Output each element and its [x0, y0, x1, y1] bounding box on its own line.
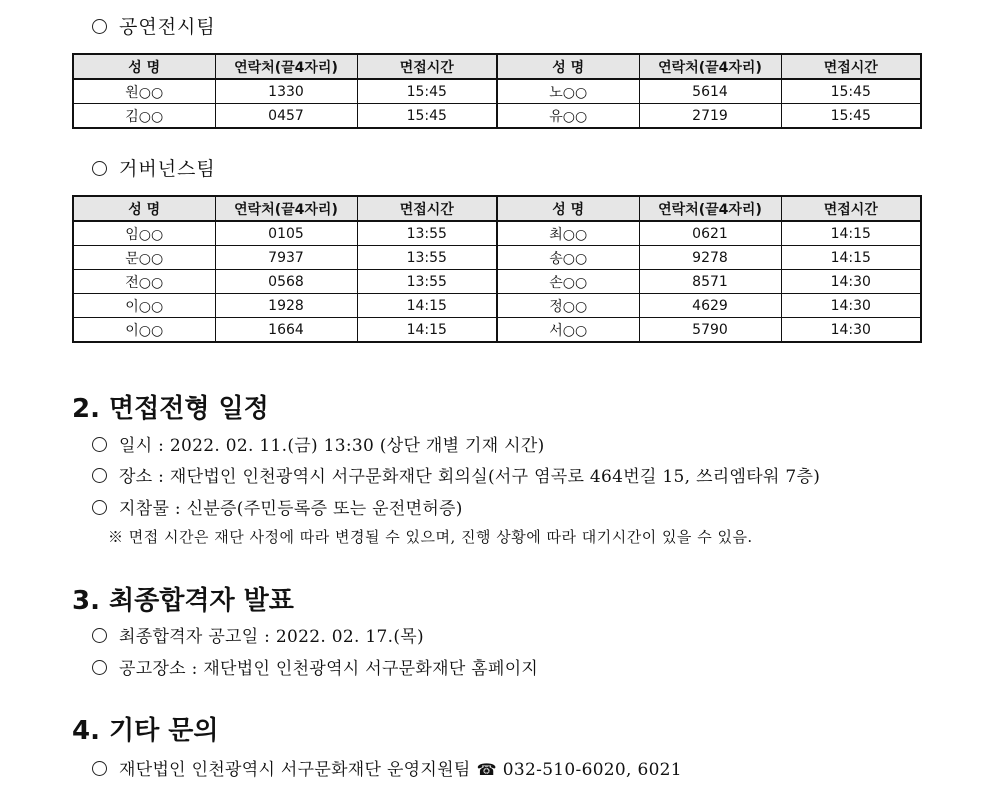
- cell-name: 노○○: [497, 79, 639, 104]
- header-contact: 연락처(끝4자리): [215, 54, 357, 79]
- cell-time: 13:55: [357, 246, 497, 270]
- cell-time: 14:15: [357, 294, 497, 318]
- team-title: 공연전시팀: [92, 12, 216, 39]
- header-time: 면접시간: [781, 54, 921, 79]
- interview-table-performance-team: [72, 53, 922, 129]
- cell-contact: 8571: [639, 270, 781, 294]
- cell-time: 15:45: [357, 79, 497, 104]
- circle-bullet-icon: [92, 161, 107, 176]
- table-header-row: [73, 196, 921, 221]
- cell-name: 이○○: [73, 294, 215, 318]
- circle-bullet-icon: [92, 628, 107, 643]
- cell-contact: 0621: [639, 221, 781, 246]
- section-title: 4. 기타 문의: [72, 716, 219, 746]
- circle-bullet-icon: [92, 761, 107, 776]
- cell-time: 14:15: [357, 318, 497, 343]
- cell-contact: 5790: [639, 318, 781, 343]
- team-title: 거버넌스팀: [92, 154, 216, 181]
- circle-bullet-icon: [92, 468, 107, 483]
- cell-contact: 0105: [215, 221, 357, 246]
- header-time: 면접시간: [357, 54, 497, 79]
- cell-contact: 1664: [215, 318, 357, 343]
- cell-name: 유○○: [497, 104, 639, 129]
- cell-name: 이○○: [73, 318, 215, 343]
- phone-icon: ☎: [476, 760, 497, 779]
- circle-bullet-icon: [92, 437, 107, 452]
- cell-contact: 1330: [215, 79, 357, 104]
- cell-time: 13:55: [357, 270, 497, 294]
- cell-name: 전○○: [73, 270, 215, 294]
- cell-contact: 7937: [215, 246, 357, 270]
- cell-time: 14:15: [781, 221, 921, 246]
- section-title: 3. 최종합격자 발표: [72, 586, 294, 616]
- circle-bullet-icon: [92, 660, 107, 675]
- cell-name: 정○○: [497, 294, 639, 318]
- cell-time: 15:45: [357, 104, 497, 129]
- table-row: [73, 294, 921, 318]
- schedule-note: ※ 면접 시간은 재단 사정에 따라 변경될 수 있으며, 진행 상황에 따라 대기시간이 있을 수 있음.: [108, 528, 753, 546]
- header-time: 면접시간: [781, 196, 921, 221]
- cell-contact: 0568: [215, 270, 357, 294]
- cell-time: 14:30: [781, 318, 921, 343]
- header-contact: 연락처(끝4자리): [639, 54, 781, 79]
- header-contact: 연락처(끝4자리): [215, 196, 357, 221]
- header-name: 성 명: [73, 54, 215, 79]
- header-name: 성 명: [497, 196, 639, 221]
- cell-contact: 4629: [639, 294, 781, 318]
- cell-time: 15:45: [781, 104, 921, 129]
- cell-name: 손○○: [497, 270, 639, 294]
- interview-table-governance-team: [72, 195, 922, 343]
- cell-time: 15:45: [781, 79, 921, 104]
- cell-contact: 2719: [639, 104, 781, 129]
- header-contact: 연락처(끝4자리): [639, 196, 781, 221]
- table-row: [73, 270, 921, 294]
- announcement-date: 최종합격자 공고일 : 2022. 02. 17.(목): [92, 622, 424, 647]
- header-time: 면접시간: [357, 196, 497, 221]
- circle-bullet-icon: [92, 19, 107, 34]
- cell-contact: 5614: [639, 79, 781, 104]
- cell-name: 서○○: [497, 318, 639, 343]
- cell-name: 최○○: [497, 221, 639, 246]
- contact-department: 재단법인 인천광역시 서구문화재단 운영지원팀: [119, 760, 471, 780]
- section-title: 2. 면접전형 일정: [72, 394, 269, 424]
- table-row: [73, 246, 921, 270]
- cell-name: 송○○: [497, 246, 639, 270]
- cell-contact: 1928: [215, 294, 357, 318]
- cell-contact: 0457: [215, 104, 357, 129]
- contact-line: [92, 755, 682, 780]
- circle-bullet-icon: [92, 500, 107, 515]
- schedule-items-to-bring: 지참물 : 신분증(주민등록증 또는 운전면허증): [92, 494, 463, 519]
- header-name: 성 명: [73, 196, 215, 221]
- announcement-place: 공고장소 : 재단법인 인천광역시 서구문화재단 홈페이지: [92, 654, 538, 679]
- schedule-location: 장소 : 재단법인 인천광역시 서구문화재단 회의실(서구 염곡로 464번길 15, 쓰리엠타워 7층): [92, 462, 820, 487]
- cell-contact: 9278: [639, 246, 781, 270]
- cell-time: 13:55: [357, 221, 497, 246]
- table-header-row: [73, 54, 921, 79]
- table-row: [73, 318, 921, 343]
- contact-phone: 032-510-6020, 6021: [502, 760, 682, 780]
- cell-time: 14:30: [781, 270, 921, 294]
- cell-time: 14:30: [781, 294, 921, 318]
- table-row: [73, 221, 921, 246]
- cell-name: 원○○: [73, 79, 215, 104]
- table-row: [73, 79, 921, 104]
- cell-name: 김○○: [73, 104, 215, 129]
- cell-name: 문○○: [73, 246, 215, 270]
- header-name: 성 명: [497, 54, 639, 79]
- cell-name: 임○○: [73, 221, 215, 246]
- cell-time: 14:15: [781, 246, 921, 270]
- schedule-date: 일시 : 2022. 02. 11.(금) 13:30 (상단 개별 기재 시간): [92, 431, 545, 456]
- table-row: [73, 104, 921, 129]
